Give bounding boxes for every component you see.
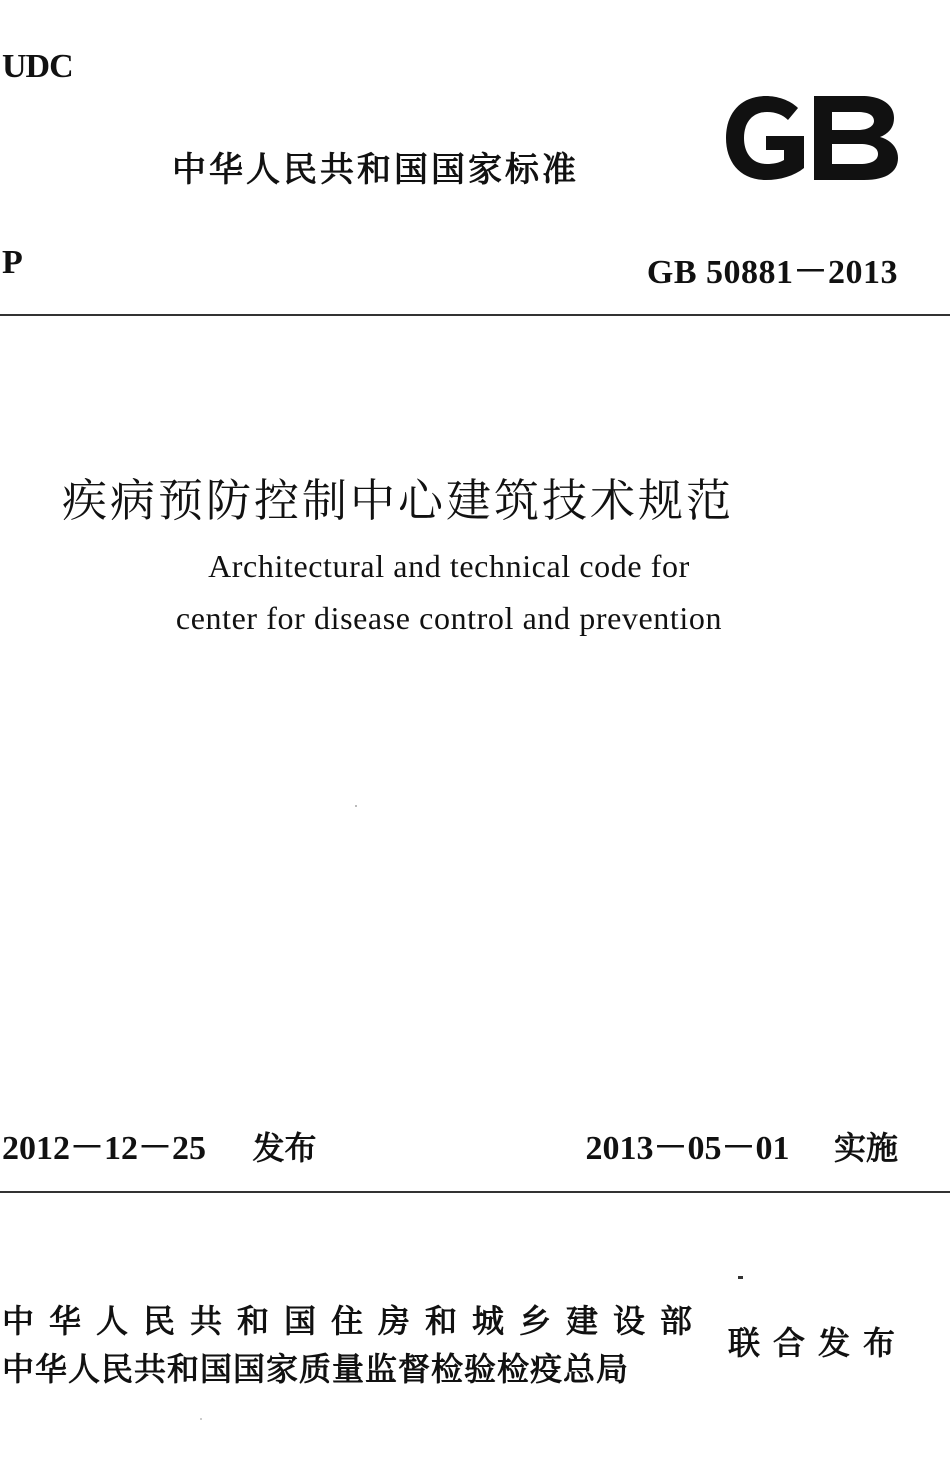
udc-label: UDC [2,48,73,85]
top-divider [0,314,950,316]
implement-label: 实施 [833,1129,898,1167]
implement-date: 2013－05－01 [585,1130,790,1167]
title-chinese: 疾病预防控制中心建筑技术规范 [62,474,735,527]
gb-logo-b [814,96,898,180]
issue-label: 发布 [252,1129,317,1167]
bottom-divider [0,1191,950,1193]
issue-date: 2012－12－25 [2,1130,206,1167]
scan-mark [738,1276,743,1279]
issue-date-block [2,1120,317,1169]
classification-code: P [2,244,23,281]
standard-type-title: 中华人民共和国国家标准 [172,150,579,190]
gb-logo [722,92,900,184]
issuer-ministry: 中华人民共和国住房和城乡建设部 [2,1302,708,1340]
implement-date-block [585,1120,898,1169]
joint-issue-label: 联合发布 [728,1324,909,1362]
gb-logo-g [726,96,804,180]
standard-number: GB 50881－2013 [646,254,898,291]
issuer-aqsiq: 中华人民共和国国家质量监督检验检疫总局 [2,1350,630,1388]
scan-speck [355,805,357,807]
scan-speck-bottom [200,1418,202,1420]
title-english-line2: center for disease control and prevention [175,600,723,636]
title-english-line1: Architectural and technical code for [208,548,690,584]
